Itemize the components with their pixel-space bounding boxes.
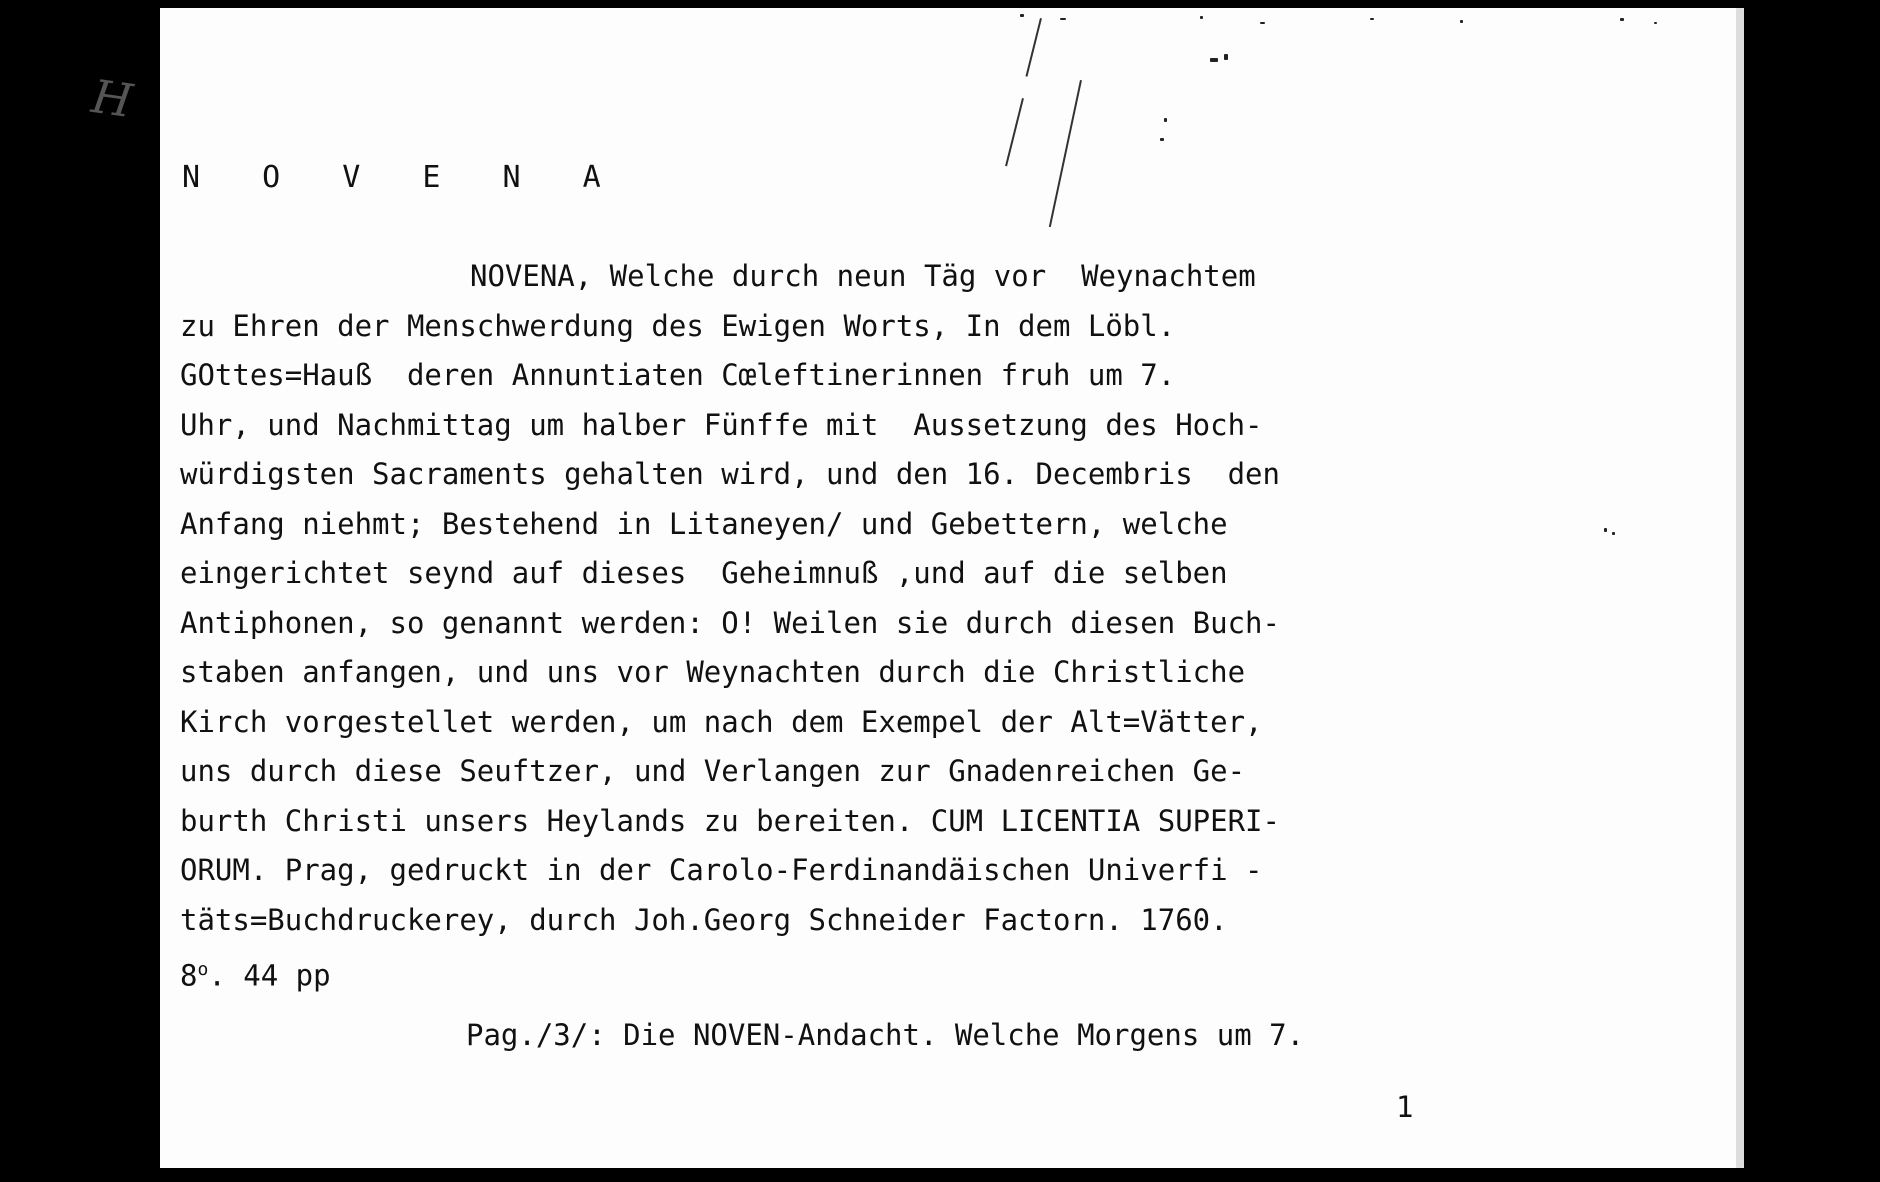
page-reference: Pag./3/: Die NOVEN-Andacht. Welche Morgens um 7. [466, 1018, 1305, 1052]
text-line: eingerichtet seynd auf dieses Geheimnuß ,und auf die selben [180, 556, 1228, 590]
text-line: Kirch vorgestellet werden, um nach dem Exempel der Alt=Vätter, [180, 704, 1263, 739]
format-rest: . 44 pp [208, 958, 331, 993]
scan-speck [1210, 58, 1218, 62]
text-line: täts=Buchdruckerey, durch Joh.Georg Schneider Factorn. 1760. [180, 902, 1228, 937]
scan-speck [1612, 532, 1615, 535]
edge-shadow [1736, 8, 1744, 1168]
text-line: NOVENA, Welche durch neun Täg vor Weynachtem [470, 259, 1256, 293]
scan-speck [1620, 18, 1624, 21]
text-line: staben anfangen, und uns vor Weynachten durch die Christliche [180, 655, 1246, 689]
scan-speck [1164, 118, 1167, 122]
format-base: 8 [180, 958, 198, 993]
format-line [180, 945, 1480, 1001]
catalog-entry-text [180, 252, 1480, 1001]
scan-speck [1060, 18, 1066, 20]
text-line: Uhr, und Nachmittag um halber Fünffe mit Aussetzung des Hoch- [180, 407, 1263, 442]
text-line: burth Christi unsers Heylands zu bereiten. CUM LICENTIA SUPERI- [180, 803, 1280, 838]
text-line: uns durch diese Seuftzer, und Verlangen zur Gnadenreichen Ge- [180, 754, 1246, 788]
text-line: GOttes=Hauß deren Annuntiaten Cœleftinerinnen fruh um 7. [180, 358, 1176, 392]
scan-speck [1160, 138, 1164, 141]
text-line: würdigsten Sacraments gehalten wird, und den 16. Decembris den [180, 457, 1280, 491]
card-title: N O V E N A [182, 160, 623, 195]
scan-speck [1260, 22, 1265, 24]
text-line: Antiphonen, so genannt werden: O! Weilen sie durch diesen Buch- [180, 605, 1280, 640]
pencil-stroke [1005, 98, 1024, 166]
scan-speck [1460, 20, 1463, 23]
page-number: 1 [1396, 1090, 1414, 1124]
format-superscript: o [197, 959, 209, 980]
scan-speck [1604, 528, 1607, 532]
scan-speck [1020, 14, 1024, 17]
pencil-stroke [1049, 80, 1082, 227]
text-line: zu Ehren der Menschwerdung des Ewigen Worts, In dem Löbl. [180, 308, 1176, 343]
text-line: Anfang niehmt; Bestehend in Litaneyen/ und Gebettern, welche [180, 506, 1228, 541]
scan-speck [1370, 18, 1374, 20]
pencil-stroke [1025, 18, 1041, 77]
scan-speck [1200, 16, 1203, 19]
scan-speck [1654, 22, 1657, 24]
scan-speck [1224, 54, 1228, 60]
handwritten-mark: H [88, 69, 142, 129]
text-line: ORUM. Prag, gedruckt in der Carolo-Ferdinandäischen Univerfi - [180, 853, 1263, 887]
